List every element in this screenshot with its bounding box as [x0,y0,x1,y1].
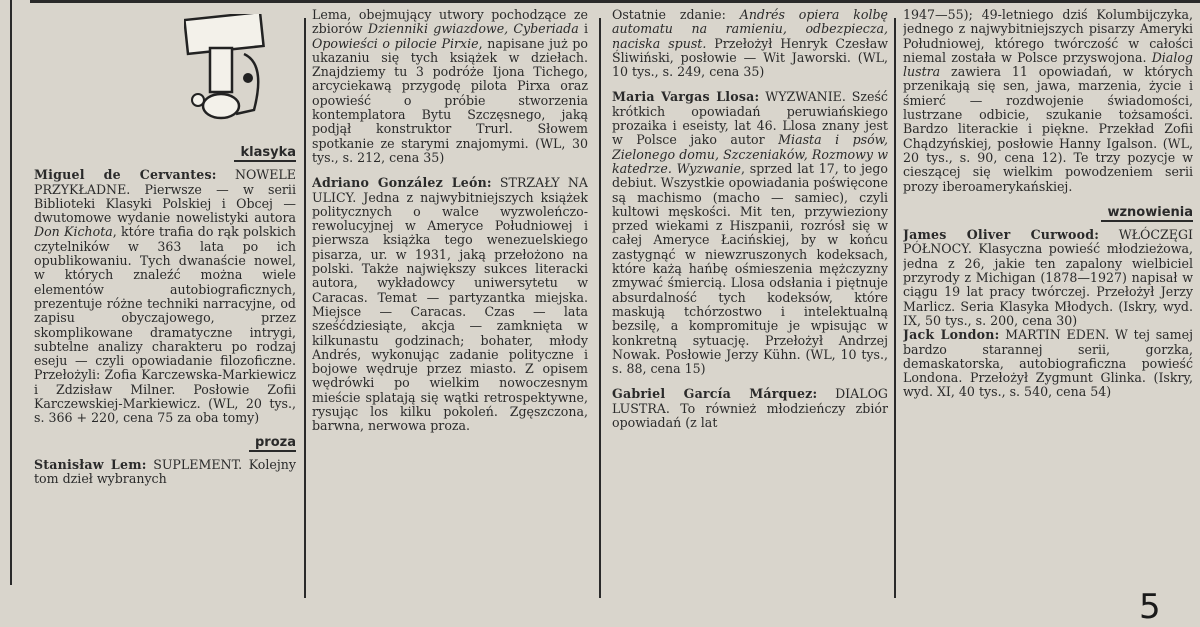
section-header-proza: proza [34,436,296,450]
entry-author: Adriano González León: [312,175,492,191]
column-divider [894,18,896,598]
entry-text: Lema, obejmujący utwory pochodzące ze zbiorów [312,8,588,37]
entry-lem [34,458,296,487]
entry-garcia-marquez-continued [903,8,1193,194]
entry-title-italic: Dialog lustra [903,49,1193,80]
czytac-logo-icon [184,14,274,126]
logo-area [34,14,296,142]
entry-author: James Oliver Curwood: [903,227,1100,243]
entry-author: Miguel de Cervantes: [34,167,217,183]
column-divider [599,18,601,598]
section-header-klasyka: klasyka [34,146,296,160]
entry-gonzalez-leon-continued [612,8,888,79]
entry-text: STRZAŁY NA ULICY. Jedna z najwybitniejszych książek politycznych o walce wyzwoleńczo-rewolucyjnej w Ameryce Południowej i pierwsza książka tego wenezuelskiego pisarza, ur. w 1931, jaką przełożono na polski. Także największy sukces literacki autora, wykładowcy uniwersytetu w Caracas. Temat — partyzantka miejska. Miejsce — Caracas. Czas — lata sześćdziesiąte, akcja — zamknięta w kilkunastu godzinach; bohater, młody Andrés, wykonując zadanie polityczne i bojowe wędruje przez miasto. Z opisem wędrówki po wielkim nowoczesnym mieście splatają się wątki retrospektywne, rysując los kilku pokoleń. Zgęszczona, barwna, nerwowa proza. [312,175,588,434]
top-rule [30,0,1200,3]
entry-text: WŁÓCZĘGI PÓŁNOCY. Klasyczna powieść młodzieżowa, jedna z 26, jakie ten zapalony wielbiciel przyrody z Michigan (1878—1927) napisał w ciągu 19 lat pracy twórczej. Przełożył Jerzy Marlicz. Seria Klasyka Młodych. (Iskry, wyd. IX, 50 tys., s. 200, cena 30) [903,227,1193,328]
entry-garcia-marquez [612,387,888,430]
entry-vargas-llosa [612,90,888,376]
entry-text: WYZWANIE. Sześć krótkich opowiadań peruwiańskiego prozaika i eseisty, lat 46. Llosa znany jest w Polsce jako autor [612,89,888,148]
entry-text: , napisane już po ukazaniu się tych książek w dziełach. Znajdziemy tu 3 podróże Ijona Tichego, arcyciekawą przygodę pilota Pirxa oraz opowieść o próbie stworzenia kontemplatora Bytu Szczęsnego, jaką podjął konstruktor Trurl. Słowem spotkanie ze starymi znajomymi. (WL, 30 tys., s. 212, cena 35) [312,35,588,165]
entry-text: zawiera 11 opowiadań, w których przenikają się sen, jawa, marzenia, życie i śmierć — rozdwojenie świadomości, lustrzane odbicie, szukanie tożsamości. Bardzo literackie i piękne. Przekład Zofii Chądzyńskiej, posłowie Hanny Igalson. (WL, 20 tys., s. 90, cena 12). Te trzy pozycje w cieszącej się wielkim powodzeniem serii prozy iberoamerykańskiej. [903,64,1193,194]
entry-curwood [903,228,1193,328]
entry-text: i [578,21,588,37]
entry-cervantes [34,168,296,425]
column-divider [304,18,306,598]
section-header-wznowienia: wznowienia [903,206,1193,220]
entry-lem-continued [312,8,588,165]
column-2 [312,8,588,598]
entry-gonzalez-leon [312,176,588,433]
entry-text: Przełożył Henryk Czesław Śliwiński, posłowie — Wit Jaworski. (WL, 10 tys., s. 249, cena 35) [612,35,888,80]
entry-text: DIALOG LUSTRA. To również młodzieńczy zbiór opowiadań (z lat [612,386,888,431]
entry-title-italic: Dzienniki gwiazdowe, Cyberiada [367,21,579,37]
entry-london [903,328,1193,399]
entry-author: Gabriel García Márquez: [612,386,818,402]
entry-author: Jack London: [903,327,1000,343]
column-4 [903,8,1193,598]
entry-text: , które trafia do rąk polskich czytelników w 363 lata po ich opublikowaniu. Tych dwanaście nowel, w których znaleźć można wiele elementów autobiograficznych, prezentuje różne techniki narracyjne, od zapisu obyczajowego, przez skomplikowane dramatyczne intrygi, subtelne analizy charakteru po rodzaj eseju — czyli opowiadanie filozoficzne. Przełożyli: Zofia Karczewska-Markiewicz i Zdzisław Milner. Posłowie Zofii Karczewskiej-Markiewicz. (WL, 20 tys., s. 366 + 220, cena 75 za oba tomy) [34,224,296,426]
entry-title-italic: Miasta i psów, Zielonego domu, Szczeniaków, Rozmowy w katedrze. Wyzwanie [612,132,888,176]
entry-author: Maria Vargas Llosa: [612,89,760,105]
entry-text: MARTIN EDEN. W tej samej bardzo starannej serii, gorzka, demaskatorska, autobiograficzna powieść Londona. Przełożył Zygmunt Glinka. (Iskry, wyd. XI, 40 tys., s. 540, cena 54) [903,327,1193,400]
entry-quote-italic: Andrés opiera kolbę automatu na ramieniu, odbezpiecza, naciska spust. [612,8,888,51]
entry-text: , sprzed lat 17, to jego debiut. Wszystkie opowiadania poświęcone są machismo (macho — samiec), czyli kultowi męskości. Mit ten, przywieziony przed wiekami z Hiszpanii, rozrósł się w całej Ameryce Łacińskiej, by w końcu zastygnąć w niewzruszonych kodeksach, które każą hańbę ośmieszenia mężczyzny zmywać śmiercią. Llosa odsłania i piętnuje absurdalność tych kodeksów, które maskują tchórzostwo i intelektualną bezsilę, a kompromituje je wpisując w konkretną sytuację. Przełożył Andrzej Nowak. Posłowie Jerzy Kühn. (WL, 10 tys., s. 88, cena 15) [612,160,888,377]
entry-text: 1947—55); 49-letniego dziś Kolumbijczyka, jednego z najwybitniejszych pisarzy Ameryki Południowej, którego twórczość w całości niemal została w Polsce przyswojona. [903,8,1193,65]
entry-text: NOWELE PRZYKŁADNE. Pierwsze — w serii Biblioteki Klasyki Polskiej i Obcej — dwutomowe wydanie nowelistyki autora [34,167,296,226]
column-1 [34,8,296,598]
entry-title-italic: Opowieści o pilocie Pirxie [312,35,479,51]
entry-title-italic: Don Kichota [34,224,113,240]
column-3 [612,8,888,598]
entry-text: Ostatnie zdanie: [612,8,726,22]
entry-text: SUPLEMENT. Kolejny tom dzieł wybranych [34,456,296,487]
left-rule [10,0,12,585]
page-number: 5 [1139,587,1161,627]
entry-author: Stanisław Lem: [34,456,147,472]
